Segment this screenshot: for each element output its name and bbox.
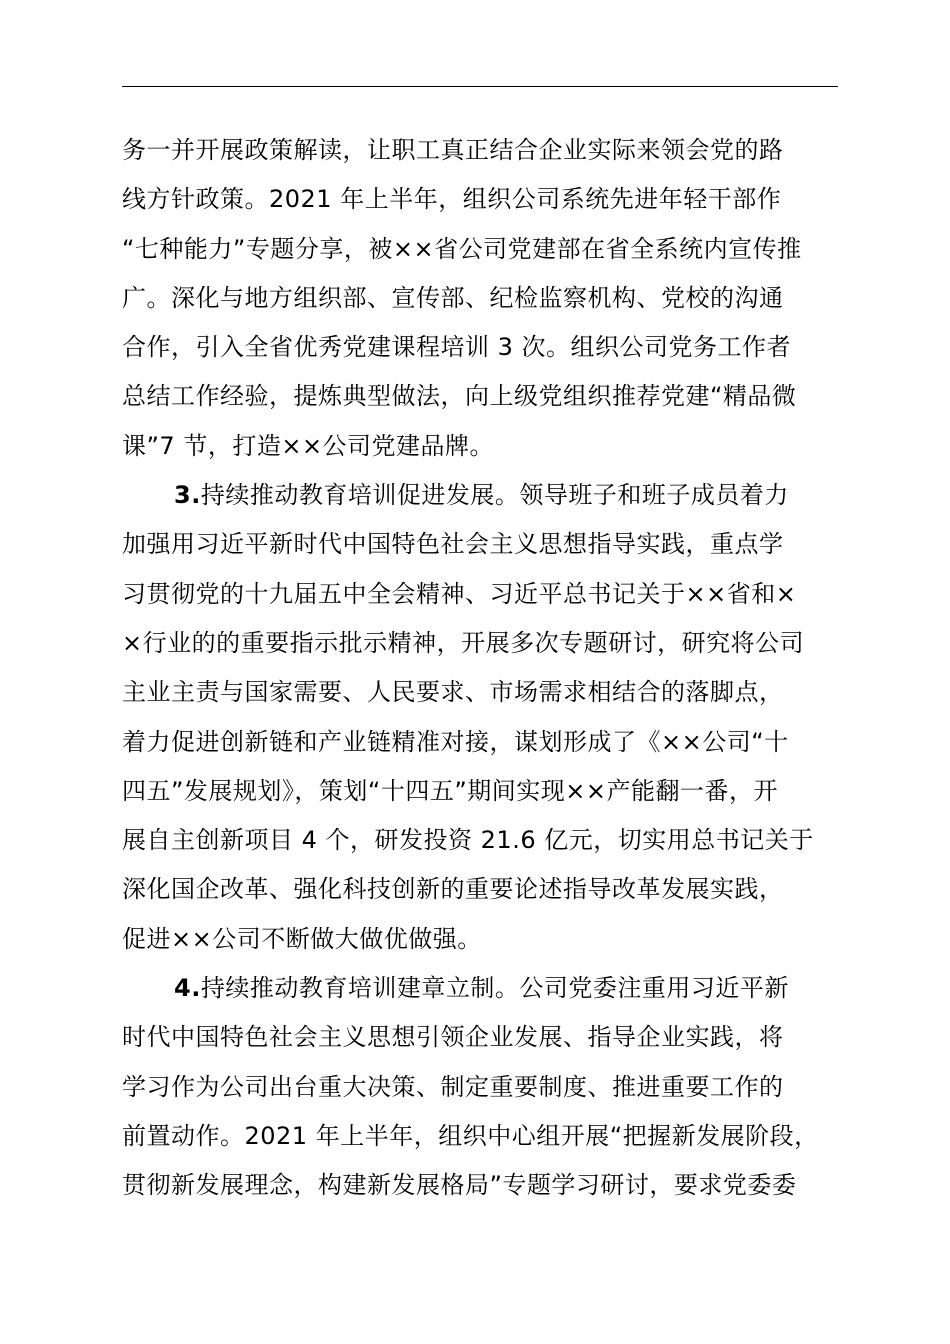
text-line: 贯彻新发展理念，构建新发展格局”专题学习研讨，要求党委委 [122, 1171, 797, 1200]
text-line: 四五”发展规划》，策划“十四五”期间实现××产能翻一番，开 [122, 776, 779, 805]
item-number-3: 3. [174, 481, 201, 510]
text-line: 前置动作。2021 年上半年，组织中心组开展“把握新发展阶段， [122, 1121, 819, 1150]
text-line: 深化国企改革、强化科技创新的重要论述指导改革发展实践， [122, 875, 784, 904]
text-line: 主业主责与国家需要、人民要求、市场需求相结合的落脚点， [122, 678, 784, 707]
text-line: 时代中国特色社会主义思想引领企业发展、指导企业实践，将 [122, 1023, 784, 1052]
text-line: 线方针政策。2021 年上半年，组织公司系统先进年轻干部作 [122, 185, 782, 214]
text-line: 展自主创新项目 4 个，研发投资 21.6 亿元，切实用总书记关于 [122, 826, 814, 855]
text-line: 务一并开展政策解读，让职工真正结合企业实际来领会党的路 [122, 136, 784, 164]
text-line: ×行业的的重要指示批示精神，开展多次专题研讨，研究将公司 [122, 628, 805, 657]
text-line: 广。深化与地方组织部、宣传部、纪检监察机构、党校的沟通 [122, 283, 784, 312]
item-number-4: 4. [174, 974, 201, 1003]
text-line: 促进××公司不断做大做优做强。 [122, 924, 482, 953]
text-line: 课”7 节，打造××公司党建品牌。 [122, 431, 495, 460]
paragraph-4-first-line [122, 964, 842, 1013]
text-line: “七种能力”专题分享，被××省公司党建部在省全系统内宣传推 [122, 234, 802, 263]
text-line: 习贯彻党的十九届五中全会精神、习近平总书记关于××省和× [122, 579, 797, 608]
item-3-lead-text: 持续推动教育培训促进发展。领导班子和班子成员着力 [200, 481, 789, 510]
text-line: 加强用习近平新时代中国特色社会主义思想指导实践，重点学 [122, 530, 784, 559]
text-line: 合作，引入全省优秀党建课程培训 3 次。组织公司党务工作者 [122, 333, 792, 362]
document-body [122, 126, 842, 1211]
paragraph-3-first-line [122, 471, 842, 520]
text-line: 着力促进创新链和产业链精准对接，谋划形成了《××公司“十 [122, 727, 789, 756]
header-rule [122, 86, 838, 87]
text-line: 总结工作经验，提炼典型做法，向上级党组织推荐党建“精品微 [122, 382, 797, 411]
item-4-lead-text: 持续推动教育培训建章立制。公司党委注重用习近平新 [200, 974, 789, 1003]
text-line: 学习作为公司出台重大决策、制定重要制度、推进重要工作的 [122, 1072, 784, 1101]
